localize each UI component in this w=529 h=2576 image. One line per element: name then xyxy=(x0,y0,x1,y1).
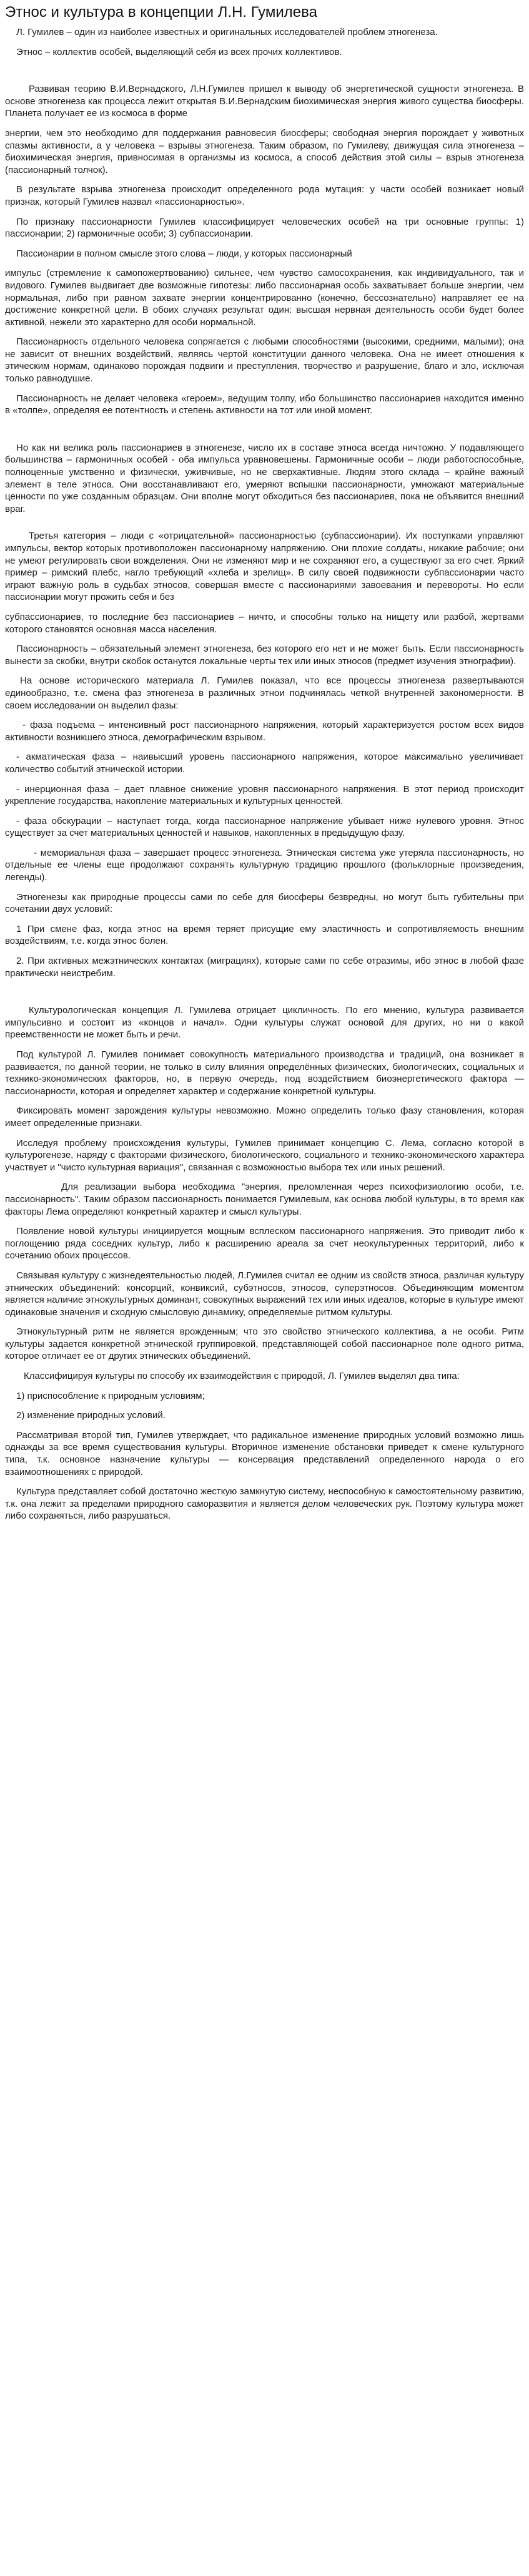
paragraph: Этнос – коллектив особей, выделяющий себя из всех прочих коллективов. xyxy=(16,46,342,57)
paragraph: Пассионарность – обязательный элемент этногенеза, без которого его нет и не может быть. Если пассионарность вынести за скобки, внутри скобок останутся локальные черты тех или иных этносов (предмет изучения этнографии). xyxy=(5,644,524,667)
paragraph: Л. Гумилев – один из наиболее известных и оригинальных исследователей проблем этногенеза. xyxy=(16,27,438,37)
paragraph: - фаза обскурации – наступает тогда, когда пассионарное напряжение убывает ниже нулевого уровня. Этнос существует за счет материальных ценностей и навыков, накопленных в предыдущую фазу. xyxy=(5,815,524,839)
paragraph: Культура представляет собой достаточно жесткую замкнутую систему, неспособную к самостоятельному развитию, т.к. она лежит за пределами природного саморазвития и является делом человеческих рук. Поэтому культура может либо сохраняться, либо разрушаться. xyxy=(5,1486,524,1522)
paragraph: Пассионарность отдельного человека сопрягается с любыми способностями (высокими, средними, малыми); она не зависит от внешних воздействий, являясь чертой конституции данного человека. Она не имеет отношения к этическим нормам, одинаково порождая подвиги и преступления, творчество и разрушение, благо и зло, исключая только равнодушие. xyxy=(5,336,524,384)
paragraph: - акматическая фаза – наивысший уровень пассионарного напряжения, которое максимально увеличивает количество событий этнической истории. xyxy=(5,752,524,775)
paragraph: Под культурой Л. Гумилев понимает совокупность материального производства и традиций, она возникает в развивается, по данной теории, не только в силу влияния определённых физических, биологических, социальных и технико-экономических факторов, но, в первую очередь, под воздействием биоэнергетического фактора — пассионарности, которая и определяет характер и содержание конкретной культуры. xyxy=(5,1049,524,1097)
paragraph: Пассионарии в полном смысле этого слова – люди, у которых пассионарный xyxy=(16,248,352,259)
paragraph: На основе исторического материала Л. Гумилев показал, что все процессы этногенеза развертываются единообразно, т.е. смена фаз этногенеза в различных этнои подчинялась четкой внутренней закономерности. В своем исследовании он выделил фазы: xyxy=(5,675,524,711)
paragraph: Этнокультурный ритм не является врожденным; что это свойство этнического коллектива, а не особи. Ритм культуры задается конкретной этнической группировкой, представляющей собой пассионарное поле одного ритма, которое отличает ее от других этнических объединений. xyxy=(5,1326,524,1362)
paragraph: Но как ни велика роль пассионариев в этногенезе, число их в составе этноса всегда ничтожно. У подавляющего большинства – гармоничных особей - оба импульса уравновешены. Гармоничные особи – люди работоспособные, полноценные умственно и физически, уживчивые, но не сверхактивные. Людям этого склада – крайне важный элемент в теле этноса. Они восстанавливают его, умеряют вспышки пассионарности, умножают материальные ценности по уже созданным образцам. Они вполне могут обходиться без пассионариев, пока не объявится внешний враг. xyxy=(5,442,524,514)
paragraph: Фиксировать момент зарождения культуры невозможно. Можно определить только фазу становления, которая имеет определенные признаки. xyxy=(5,1105,524,1129)
paragraph: 2) изменение природных условий. xyxy=(16,1410,166,1421)
paragraph: - мемориальная фаза – завершает процесс этногенеза. Этническая система уже утеряла пассионарность, но отдельные ее члены еще продолжают сохранять культурную традицию прошлого (фольклорные произведения, легенды). xyxy=(5,847,524,883)
page-title: Этнос и культура в концепции Л.Н. Гумилева xyxy=(5,4,317,21)
paragraph: Развивая теорию В.И.Вернадского, Л.Н.Гумилев пришел к выводу об энергетической сущности этногенеза. В основе этногенеза как процесса лежит открытая В.И.Вернадским биохимическая энергия живого существа биосферы. Планета получает ее из космоса в форме xyxy=(5,84,524,119)
paragraph: - инерционная фаза – дает плавное снижение уровня пассионарного напряжения. В этот период происходит укрепление государства, накопление материальных и культурных ценностей. xyxy=(5,783,524,807)
paragraph: Появление новой культуры инициируется мощным всплеском пассионарного напряжения. Это приводит либо к поглощению ряда соседних культур, либо к расширению ареала за счет неокультуренных территорий, либо к сочетанию обоих процессов. xyxy=(5,1226,524,1261)
paragraph: Связывая культуру с жизнедеятельностью людей, Л.Гумилев считал ее одним из свойств этноса, различая культуру этнических объединений: консорций, конвиксий, субэтносов, этносов, суперэтносов. Объединяющим моментом является наличие этнокультурных доминант, совокупных выражений тех или иных идеалов, которые в культуре имеют одинаковые значения и сходную смысловую динамику, определяемые ритмом культуры. xyxy=(5,1270,524,1318)
paragraph: импульс (стремление к самопожертвованию) сильнее, чем чувство самосохранения, как индивидуального, так и видового. Гумилев выдвигает две возможные гипотезы: либо пассионарная особь захватывает больше энергии, чем нормальная, либо при равном захвате энергии концентрированно (конечно, бессознательно) направляет ее на достижение конкретной цели. В обоих случаях результат один: высшая нервная деятельность особи будет более активной, нежели это характерно для особи нормальной. xyxy=(5,268,524,328)
paragraph: Рассматривая второй тип, Гумилев утверждает, что радикальное изменение природных условий возможно лишь однажды за все время существования культуры. Вторичное изменение обстановки приведет к смене культурного типа, т.к. основное назначение культуры — консервация представлений определенного народа о его взаимоотношениях с природой. xyxy=(5,1429,524,1477)
paragraph: 1) приспособление к природным условиям; xyxy=(16,1390,205,1401)
paragraph: 2. При активных межэтнических контактах (миграциях), которые сами по себе отразимы, ибо этнос в любой фазе практически неистребим. xyxy=(5,956,524,979)
paragraph: - фаза подъема – интенсивный рост пассионарного напряжения, который характеризуется ростом всех видов активности возникшего этноса, демографическим взрывом. xyxy=(5,720,524,743)
paragraph: Исследуя проблему происхождения культуры, Гумилев принимает концепцию С. Лема, согласно которой в культурогенезе, наряду с факторами физического, биологического, социального и технико-экономического характера участвует и "чисто культурная вариация", связанная с возможностью выбора тех или иных решений. xyxy=(5,1137,524,1173)
paragraph: Для реализации выбора необходима "энергия, преломленная через психофизиологию особи, т.е. пассионарность". Таким образом пассионарность понимается Гумилевым, как основа любой культуры, в то время как факторы Лема определяют конкретный характер и смысл культуры. xyxy=(5,1182,524,1217)
paragraph: 1 При смене фаз, когда этнос на время теряет присущие ему эластичность и сопротивляемость внешним воздействиям, т.е. когда этнос болен. xyxy=(5,923,524,947)
paragraph: Классифицируя культуры по способу их взаимодействия с природой, Л. Гумилев выделял два типа: xyxy=(24,1371,460,1382)
paragraph: Культурологическая концепция Л. Гумилева отрицает цикличность. По его мнению, культура развивается импульсивно и состоит из «концов и начал». Одни культуры служат основой для других, но ни о какой преемственности не может быть и речи. xyxy=(5,1005,524,1041)
paragraph: Третья категория – люди с «отрицательной» пассионарностью (субпассионарии). Их поступками управляют импульсы, вектор которых противоположен пассионарному напряжению. Они плохие солдаты, никакие рабочие; они не умеют регулировать свои вожделения. Они не изменяют мир и не сохраняют его, а существуют за его счет. Яркий пример – римский плебс, нагло требующий «хлеба и зрелищ». В силу своей подвижности субпассионарии часто играют важную роль в судьбах этносов, совершая вместе с пассионариями завоевания и перевороты. Но если пассионарии могут прожить себя и без xyxy=(5,531,524,603)
paragraph: По признаку пассионарности Гумилев классифицирует человеческих особей на три основные группы: 1) пассионарии; 2) гармоничные особи; 3) субпассионарии. xyxy=(5,216,524,240)
paragraph: субпассионариев, то последние без пассионариев – ничто, и способны только на нищету или разбой, жертвами которого становятся основная масса населения. xyxy=(5,611,524,635)
paragraph: Пассионарность не делает человека «героем», ведущим толпу, ибо большинство пассионариев находится именно в «толпе», определяя ее потентность и степень активности на тот или иной момент. xyxy=(5,393,524,416)
paragraph: энергии, чем это необходимо для поддержания равновесия биосферы; свободная энергия порождает у животных спазмы активности, а у человека – взрывы этногенеза. Таким образом, по Гумилеву, движущая сила этногенеза – биохимическая энергия, привносимая в организмы из космоса, а способ действия этой силы – взрыв этногенеза (пассионарный толчок). xyxy=(5,127,524,175)
paragraph: Этногенезы как природные процессы сами по себе для биосферы безвредны, но могут быть губительны при сочетании двух условий: xyxy=(5,891,524,915)
paragraph: В результате взрыва этногенеза происходит определенного рода мутация: у части особей возникает новый признак, который Гумилев назвал «пассионарностью». xyxy=(5,184,524,207)
